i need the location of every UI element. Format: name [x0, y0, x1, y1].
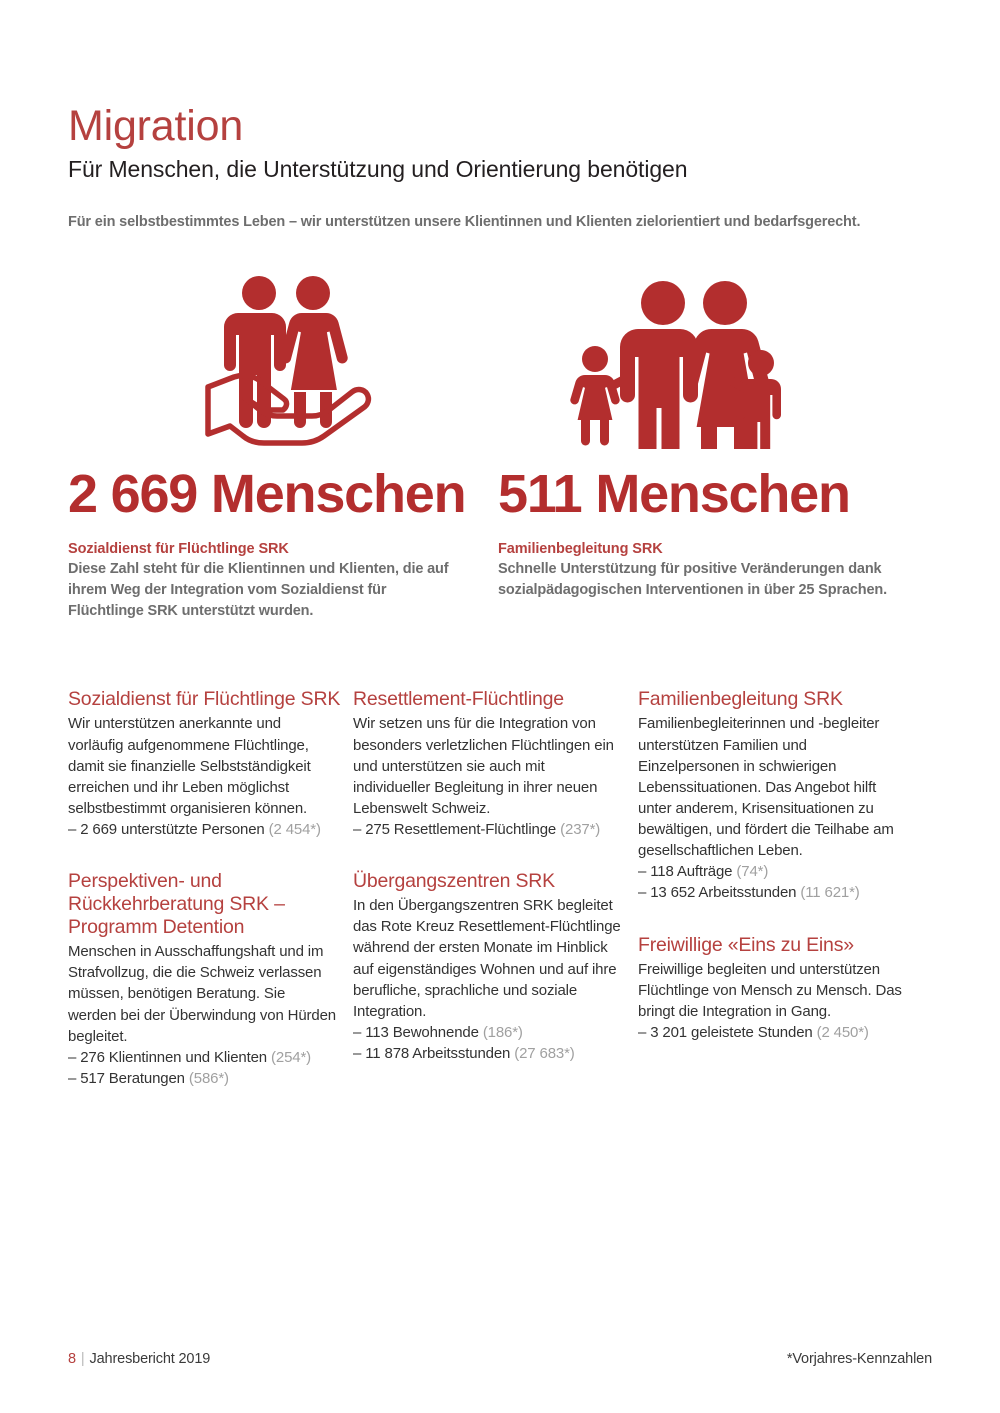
column-3 [638, 688, 923, 1089]
highlight-sozialdienst [68, 264, 498, 622]
block-familienbegleitung [638, 688, 923, 903]
block-text: Freiwillige begleiten und unterstützen Flüchtlinge von Mensch zu Mensch. Das bringt die Integration in Gang. [638, 960, 902, 1020]
column-2 [353, 688, 638, 1089]
block-title: Resettlement-Flüchtlinge [353, 688, 564, 711]
stat-line [353, 1022, 638, 1043]
stat-label: – 113 Bewohnende [353, 1024, 479, 1042]
stat-line [353, 819, 638, 840]
highlight-number: 511 Menschen [498, 463, 850, 524]
block-freiwillige-eins-zu-eins [638, 934, 923, 1044]
stat-label: – 3 201 geleistete Stunden [638, 1024, 813, 1042]
stat-line [638, 1022, 923, 1043]
block-uebergangszentren [353, 870, 638, 1064]
block-resettlement-fluechtlinge [353, 688, 638, 840]
stat-previous-year: (186*) [482, 1024, 523, 1042]
block-text: Familienbegleiterinnen und -begleiter unterstützen Familien und Einzelpersonen in schwierigen Lebenssituationen. Das Angebot hilft unter anderem, Krisensituationen zu bewältigen, und fördert die Teilhabe am gesellschaftlichen Leben. [638, 715, 894, 860]
stat-label: – 118 Aufträge [638, 863, 733, 881]
highlight-heading: Familienbegleitung SRK [498, 540, 663, 557]
content-columns [68, 688, 932, 1089]
stat-label: – 13 652 Arbeitsstunden [638, 884, 797, 902]
block-title: Freiwillige «Eins zu Eins» [638, 933, 854, 956]
stat-label: – 2 669 unterstützte Personen [68, 821, 265, 839]
stat-previous-year: (237*) [560, 821, 601, 839]
footer-left [68, 1351, 210, 1367]
stat-line [68, 1047, 353, 1068]
stat-line [638, 882, 923, 903]
block-text: Wir setzen uns für die Integration von besonders verletzlichen Flüchtlingen ein und unterstützen sie auch mit individueller Begleitung in ihrer neuen Lebenswelt Schweiz. [353, 715, 614, 817]
block-text: In den Übergangszentren SRK begleitet das Rote Kreuz Resettlement-Flüchtlinge während der ersten Monate im Hinblick auf eigenständiges Wohnen und auf ihre berufliche, sprachliche und soziale Integration. [353, 897, 621, 1020]
page-footer [68, 1351, 932, 1367]
footer-separator: | [80, 1351, 85, 1367]
highlight-heading: Sozialdienst für Flüchtlinge SRK [68, 540, 289, 557]
page-lead-text: Für ein selbstbestimmtes Leben – wir unterstützen unsere Klientinnen und Klienten zielorientiert und bedarfsgerecht. [68, 213, 861, 230]
family-of-four-icon [498, 264, 928, 449]
stat-previous-year: (27 683*) [514, 1045, 575, 1063]
stat-label: – 276 Klientinnen und Klienten [68, 1048, 267, 1066]
page-header [68, 0, 932, 230]
stat-label: – 517 Beratungen [68, 1070, 185, 1088]
block-sozialdienst [68, 688, 353, 840]
page-number: 8 [68, 1351, 76, 1367]
stat-previous-year: (74*) [736, 863, 769, 881]
block-title: Übergangszentren SRK [353, 870, 555, 893]
stat-previous-year: (586*) [188, 1070, 229, 1088]
stat-line [638, 861, 923, 882]
block-title: Familienbegleitung SRK [638, 688, 843, 711]
block-perspektiven-rueckkehrberatung [68, 870, 353, 1089]
block-title: Perspektiven- und Rückkehrberatung SRK – Programm Detention [68, 870, 285, 939]
couple-in-hand-icon [68, 264, 498, 449]
stat-previous-year: (11 621*) [800, 884, 860, 902]
stat-line [353, 1043, 638, 1064]
stat-previous-year: (2 454*) [268, 821, 321, 839]
block-title: Sozialdienst für Flüchtlinge SRK [68, 688, 341, 711]
footer-document-title: Jahresbericht 2019 [89, 1351, 211, 1367]
footer-note: *Vorjahres-Kennzahlen [786, 1351, 932, 1367]
highlights-section [68, 264, 932, 622]
block-text: Menschen in Ausschaffungshaft und im Strafvollzug, die die Schweiz verlassen müssen, benötigen Beratung. Sie werden bei der Überwindung von Hürden begleitet. [68, 943, 336, 1045]
stat-previous-year: (254*) [271, 1048, 311, 1066]
column-1 [68, 688, 353, 1089]
stat-line [68, 819, 353, 840]
stat-label: – 11 878 Arbeitsstunden [353, 1045, 511, 1063]
page-title: Migration [68, 102, 244, 150]
block-text: Wir unterstützen anerkannte und vorläufig aufgenommene Flüchtlinge, damit sie finanzielle Selbstständigkeit erreichen und ihr Leben möglichst selbstbestimmt organisieren können. [68, 715, 311, 817]
page-subtitle: Für Menschen, die Unterstützung und Orientierung benötigen [68, 156, 688, 183]
highlight-body: Diese Zahl steht für die Klientinnen und Klienten, die auf ihrem Weg der Integration vom Sozialdienst für Flüchtlinge SRK unterstützt wurden. [68, 560, 449, 620]
stat-label: – 275 Resettlement-Flüchtlinge [353, 821, 557, 839]
stat-line [68, 1068, 353, 1089]
highlight-body: Schnelle Unterstützung für positive Veränderungen dank sozialpädagogischen Interventionen in über 25 Sprachen. [498, 560, 887, 599]
highlight-number: 2 669 Menschen [68, 463, 466, 524]
stat-previous-year: (2 450*) [816, 1024, 869, 1042]
highlight-familienbegleitung [498, 264, 928, 622]
